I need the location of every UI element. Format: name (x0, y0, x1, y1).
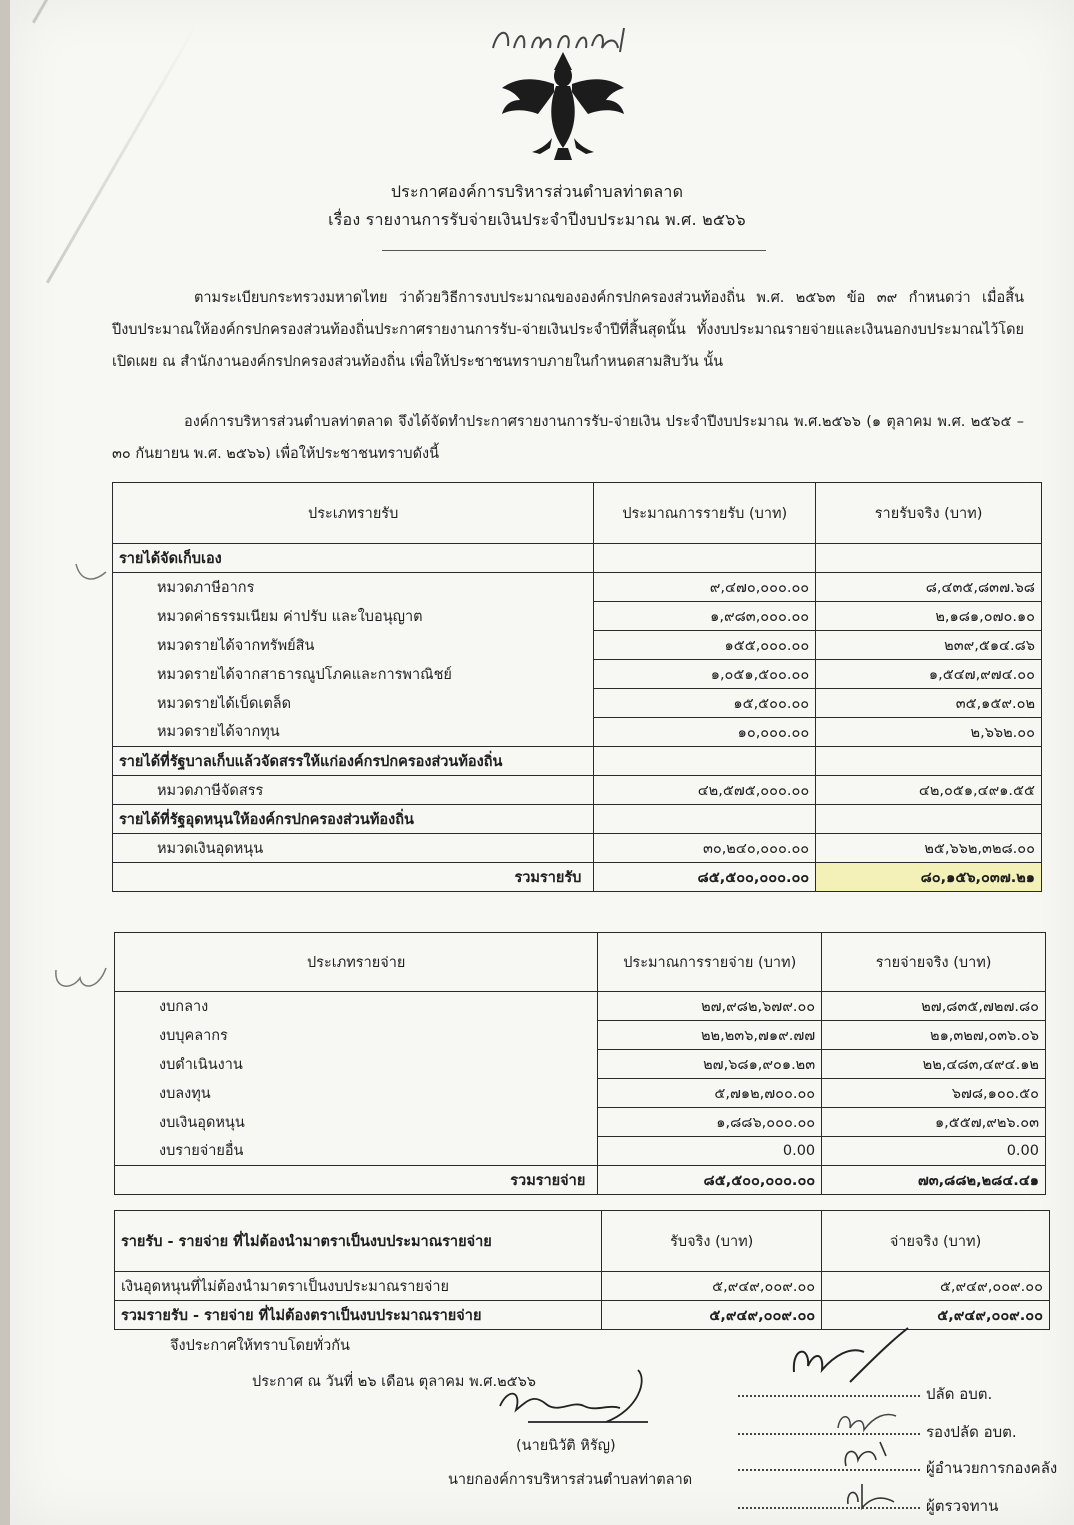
item-name: หมวดรายได้จากทรัพย์สิน (113, 631, 594, 660)
column-header: จ่ายจริง (บาท) (822, 1211, 1050, 1272)
table-header-row (113, 483, 1042, 544)
item-name: เงินอุดหนุนที่ไม่ต้องนำมาตราเป็นงบประมาณรายจ่าย (115, 1272, 602, 1301)
actual-value: ๘,๔๓๕,๘๓๗.๖๘ (816, 573, 1042, 602)
item-name: หมวดค่าธรรมเนียม ค่าปรับ และใบอนุญาต (113, 602, 594, 631)
total-actual: ๘๐,๑๕๖,๐๓๗.๒๑ (816, 863, 1042, 892)
signer-name: (นายนิวัติ หิรัญ) (516, 1438, 616, 1454)
column-header: รายจ่ายจริง (บาท) (822, 933, 1046, 992)
item-name: หมวดภาษีอากร (113, 573, 594, 602)
approval-line (738, 1420, 1017, 1444)
garuda-icon (488, 18, 638, 168)
table-row (113, 689, 1042, 718)
table-row (115, 1021, 1046, 1050)
item-name: งบเงินอุดหนุน (115, 1108, 598, 1137)
approval-title: รองปลัด อบต. (926, 1423, 1017, 1441)
table-row (115, 992, 1046, 1021)
item-name: หมวดเงินอุดหนุน (113, 834, 594, 863)
approval-line (738, 1456, 1057, 1480)
item-name: งบกลาง (115, 992, 598, 1021)
approval-title: ผู้ตรวจทาน (926, 1497, 999, 1515)
estimate-value: ๑๕๕,๐๐๐.๐๐ (594, 631, 816, 660)
table-row (113, 834, 1042, 863)
total-label: รวมรายจ่าย (115, 1166, 598, 1195)
table-row (115, 1108, 1046, 1137)
actual-value: ๔๒,๐๕๑,๔๙๑.๕๕ (816, 776, 1042, 805)
paragraph-report-intro: องค์การบริหารส่วนตำบลท่าตลาด จึงได้จัดทำประกาศรายงานการรับ-จ่ายเงิน ประจำปีงบประมาณ พ.ศ.๒๕๖๖ (๑ ตุลาคม พ.ศ. ๒๕๖๕ – ๓๐ กันยายน พ.ศ. ๒๕๖๖) เพื่อให้ประชาชนทราบดังนี้ (112, 414, 1024, 462)
estimate-value: 0.00 (598, 1137, 822, 1166)
estimate-value: ๑๐,๐๐๐.๐๐ (594, 718, 816, 747)
approval-line (738, 1494, 998, 1518)
actual-value: ๒๑,๓๒๗,๐๓๖.๐๖ (822, 1021, 1046, 1050)
section-label: รายได้ที่รัฐอุดหนุนให้องค์กรปกครองส่วนท้องถิ่น (113, 805, 594, 834)
actual-value: ๒๕,๖๖๒,๓๒๘.๐๐ (816, 834, 1042, 863)
actual-value: ๒,๖๖๒.๐๐ (816, 718, 1042, 747)
total-estimate: ๘๕,๕๐๐,๐๐๐.๐๐ (598, 1166, 822, 1195)
garuda-emblem (488, 18, 638, 168)
actual-value: 0.00 (822, 1137, 1046, 1166)
actual-value: ๒๗,๘๓๕,๗๒๗.๘๐ (822, 992, 1046, 1021)
estimate-value: ๑,๐๕๑,๕๐๐.๐๐ (594, 660, 816, 689)
estimate-value: ๒๗,๙๘๒,๖๗๙.๐๐ (598, 992, 822, 1021)
column-header: ประเภทรายจ่าย (115, 933, 598, 992)
table-row (113, 660, 1042, 689)
estimate-value: ๓๐,๒๔๐,๐๐๐.๐๐ (594, 834, 816, 863)
title-divider (382, 250, 766, 251)
table-row (113, 573, 1042, 602)
estimate-value: ๒๗,๖๘๑,๙๐๑.๒๓ (598, 1050, 822, 1079)
received-value: ๕,๙๔๙,๐๐๙.๐๐ (602, 1272, 822, 1301)
item-name: งบรายจ่ายอื่น (115, 1137, 598, 1166)
table-header-row (115, 933, 1046, 992)
item-name: งบลงทุน (115, 1079, 598, 1108)
actual-value: ๒๓๙,๕๑๔.๘๖ (816, 631, 1042, 660)
column-header: ประมาณการรายจ่าย (บาท) (598, 933, 822, 992)
announcement-title: ประกาศองค์การบริหารส่วนตำบลท่าตลาด (390, 182, 684, 201)
item-name: หมวดรายได้จากสาธารณูปโภคและการพาณิชย์ (113, 660, 594, 689)
section-label: รายได้ที่รัฐบาลเก็บแล้วจัดสรรให้แก่องค์กรปกครองส่วนท้องถิ่น (113, 747, 594, 776)
total-paid: ๕,๙๔๙,๐๐๙.๐๐ (822, 1301, 1050, 1330)
approval-title: ปลัด อบต. (926, 1385, 993, 1403)
column-header: ประเภทรายรับ (113, 483, 594, 544)
table-row (115, 1137, 1046, 1166)
item-name: หมวดรายได้จากทุน (113, 718, 594, 747)
pencil-check-mark (72, 556, 112, 586)
actual-value: ๒,๑๘๑,๐๗๐.๑๐ (816, 602, 1042, 631)
column-header: รับจริง (บาท) (602, 1211, 822, 1272)
approval-title: ผู้อำนวยการกองคลัง (926, 1459, 1058, 1477)
announcement-date: ประกาศ ณ วันที่ ๒๖ เดือน ตุลาคม พ.ศ.๒๕๖๖ (252, 1374, 537, 1390)
mayor-signature (488, 1360, 668, 1440)
expenditure-table (114, 932, 1046, 1195)
item-name: หมวดภาษีจัดสรร (113, 776, 594, 805)
column-header: ประมาณการรายรับ (บาท) (594, 483, 816, 544)
table-row (115, 1079, 1046, 1108)
total-received: ๕,๙๔๙,๐๐๙.๐๐ (602, 1301, 822, 1330)
total-label: รวมรายรับ - รายจ่าย ที่ไม่ต้องตราเป็นงบประมาณรายจ่าย (115, 1301, 602, 1330)
off-budget-table (114, 1210, 1050, 1330)
section-row (113, 544, 1042, 573)
estimate-value: ๒๒,๒๓๖,๗๑๙.๗๗ (598, 1021, 822, 1050)
revenue-table (112, 482, 1042, 892)
column-header: รายรับจริง (บาท) (816, 483, 1042, 544)
signer-title: นายกองค์การบริหารส่วนตำบลท่าตลาด (448, 1472, 693, 1488)
table-row (113, 776, 1042, 805)
paid-value: ๕,๙๔๙,๐๐๙.๐๐ (822, 1272, 1050, 1301)
estimate-value: ๑๕,๕๐๐.๐๐ (594, 689, 816, 718)
section-row (113, 747, 1042, 776)
estimate-value: ๕,๗๑๒,๗๐๐.๐๐ (598, 1079, 822, 1108)
actual-value: ๖๗๘,๑๐๐.๕๐ (822, 1079, 1046, 1108)
paper-fold-crease (32, 0, 185, 24)
total-estimate: ๘๕,๕๐๐,๐๐๐.๐๐ (594, 863, 816, 892)
announcement-subject: เรื่อง รายงานการรับจ่ายเงินประจำปีงบประมาณ พ.ศ. ๒๕๖๖ (328, 210, 746, 229)
actual-value: ๑,๕๕๗,๙๒๖.๐๓ (822, 1108, 1046, 1137)
table-row (113, 718, 1042, 747)
approval-line (738, 1382, 992, 1406)
table-row (113, 631, 1042, 660)
closing-statement: จึงประกาศให้ทราบโดยทั่วกัน (170, 1338, 350, 1354)
item-name: หมวดรายได้เบ็ดเตล็ด (113, 689, 594, 718)
total-actual: ๗๓,๘๘๒,๒๘๔.๔๑ (822, 1166, 1046, 1195)
estimate-value: ๑,๘๘๖,๐๐๐.๐๐ (598, 1108, 822, 1137)
estimate-value: ๑,๙๘๓,๐๐๐.๐๐ (594, 602, 816, 631)
section-row (113, 805, 1042, 834)
table-header-row (115, 1211, 1050, 1272)
total-label: รวมรายรับ (113, 863, 594, 892)
estimate-value: ๙,๔๗๐,๐๐๐.๐๐ (594, 573, 816, 602)
actual-value: ๓๕,๑๕๙.๐๒ (816, 689, 1042, 718)
total-row (115, 1166, 1046, 1195)
pencil-check-mark (50, 960, 112, 996)
table-row (115, 1272, 1050, 1301)
section-label: รายได้จัดเก็บเอง (113, 544, 594, 573)
total-row (113, 863, 1042, 892)
column-header: รายรับ - รายจ่าย ที่ไม่ต้องนำมาตราเป็นงบประมาณรายจ่าย (115, 1211, 602, 1272)
item-name: งบบุคลากร (115, 1021, 598, 1050)
item-name: งบดำเนินงาน (115, 1050, 598, 1079)
actual-value: ๑,๕๔๗,๙๗๔.๐๐ (816, 660, 1042, 689)
table-row (113, 602, 1042, 631)
paragraph-regulation: ตามระเบียบกระทรวงมหาดไทย ว่าด้วยวิธีการงบประมาณขององค์กรปกครองส่วนท้องถิ่น พ.ศ. ๒๕๖๓ ข้อ ๓๙ กำหนดว่า เมื่อสิ้นปีงบประมาณให้องค์กรปกครองส่วนท้องถิ่นประกาศรายงานการรับ-จ่ายเงินประจำปีที่สิ้นสุดนั้น ทั้งงบประมาณรายจ่ายและเงินนอกงบประมาณไว้โดยเปิดเผย ณ สำนักงานองค์กรปกครองส่วนท้องถิ่น เพื่อให้ประชาชนทราบภายในกำหนดสามสิบวัน นั้น (112, 290, 1024, 370)
paper-fold-crease (46, 22, 199, 283)
actual-value: ๒๒,๔๘๓,๔๙๔.๑๒ (822, 1050, 1046, 1079)
table-row (115, 1050, 1046, 1079)
estimate-value: ๔๒,๕๗๕,๐๐๐.๐๐ (594, 776, 816, 805)
